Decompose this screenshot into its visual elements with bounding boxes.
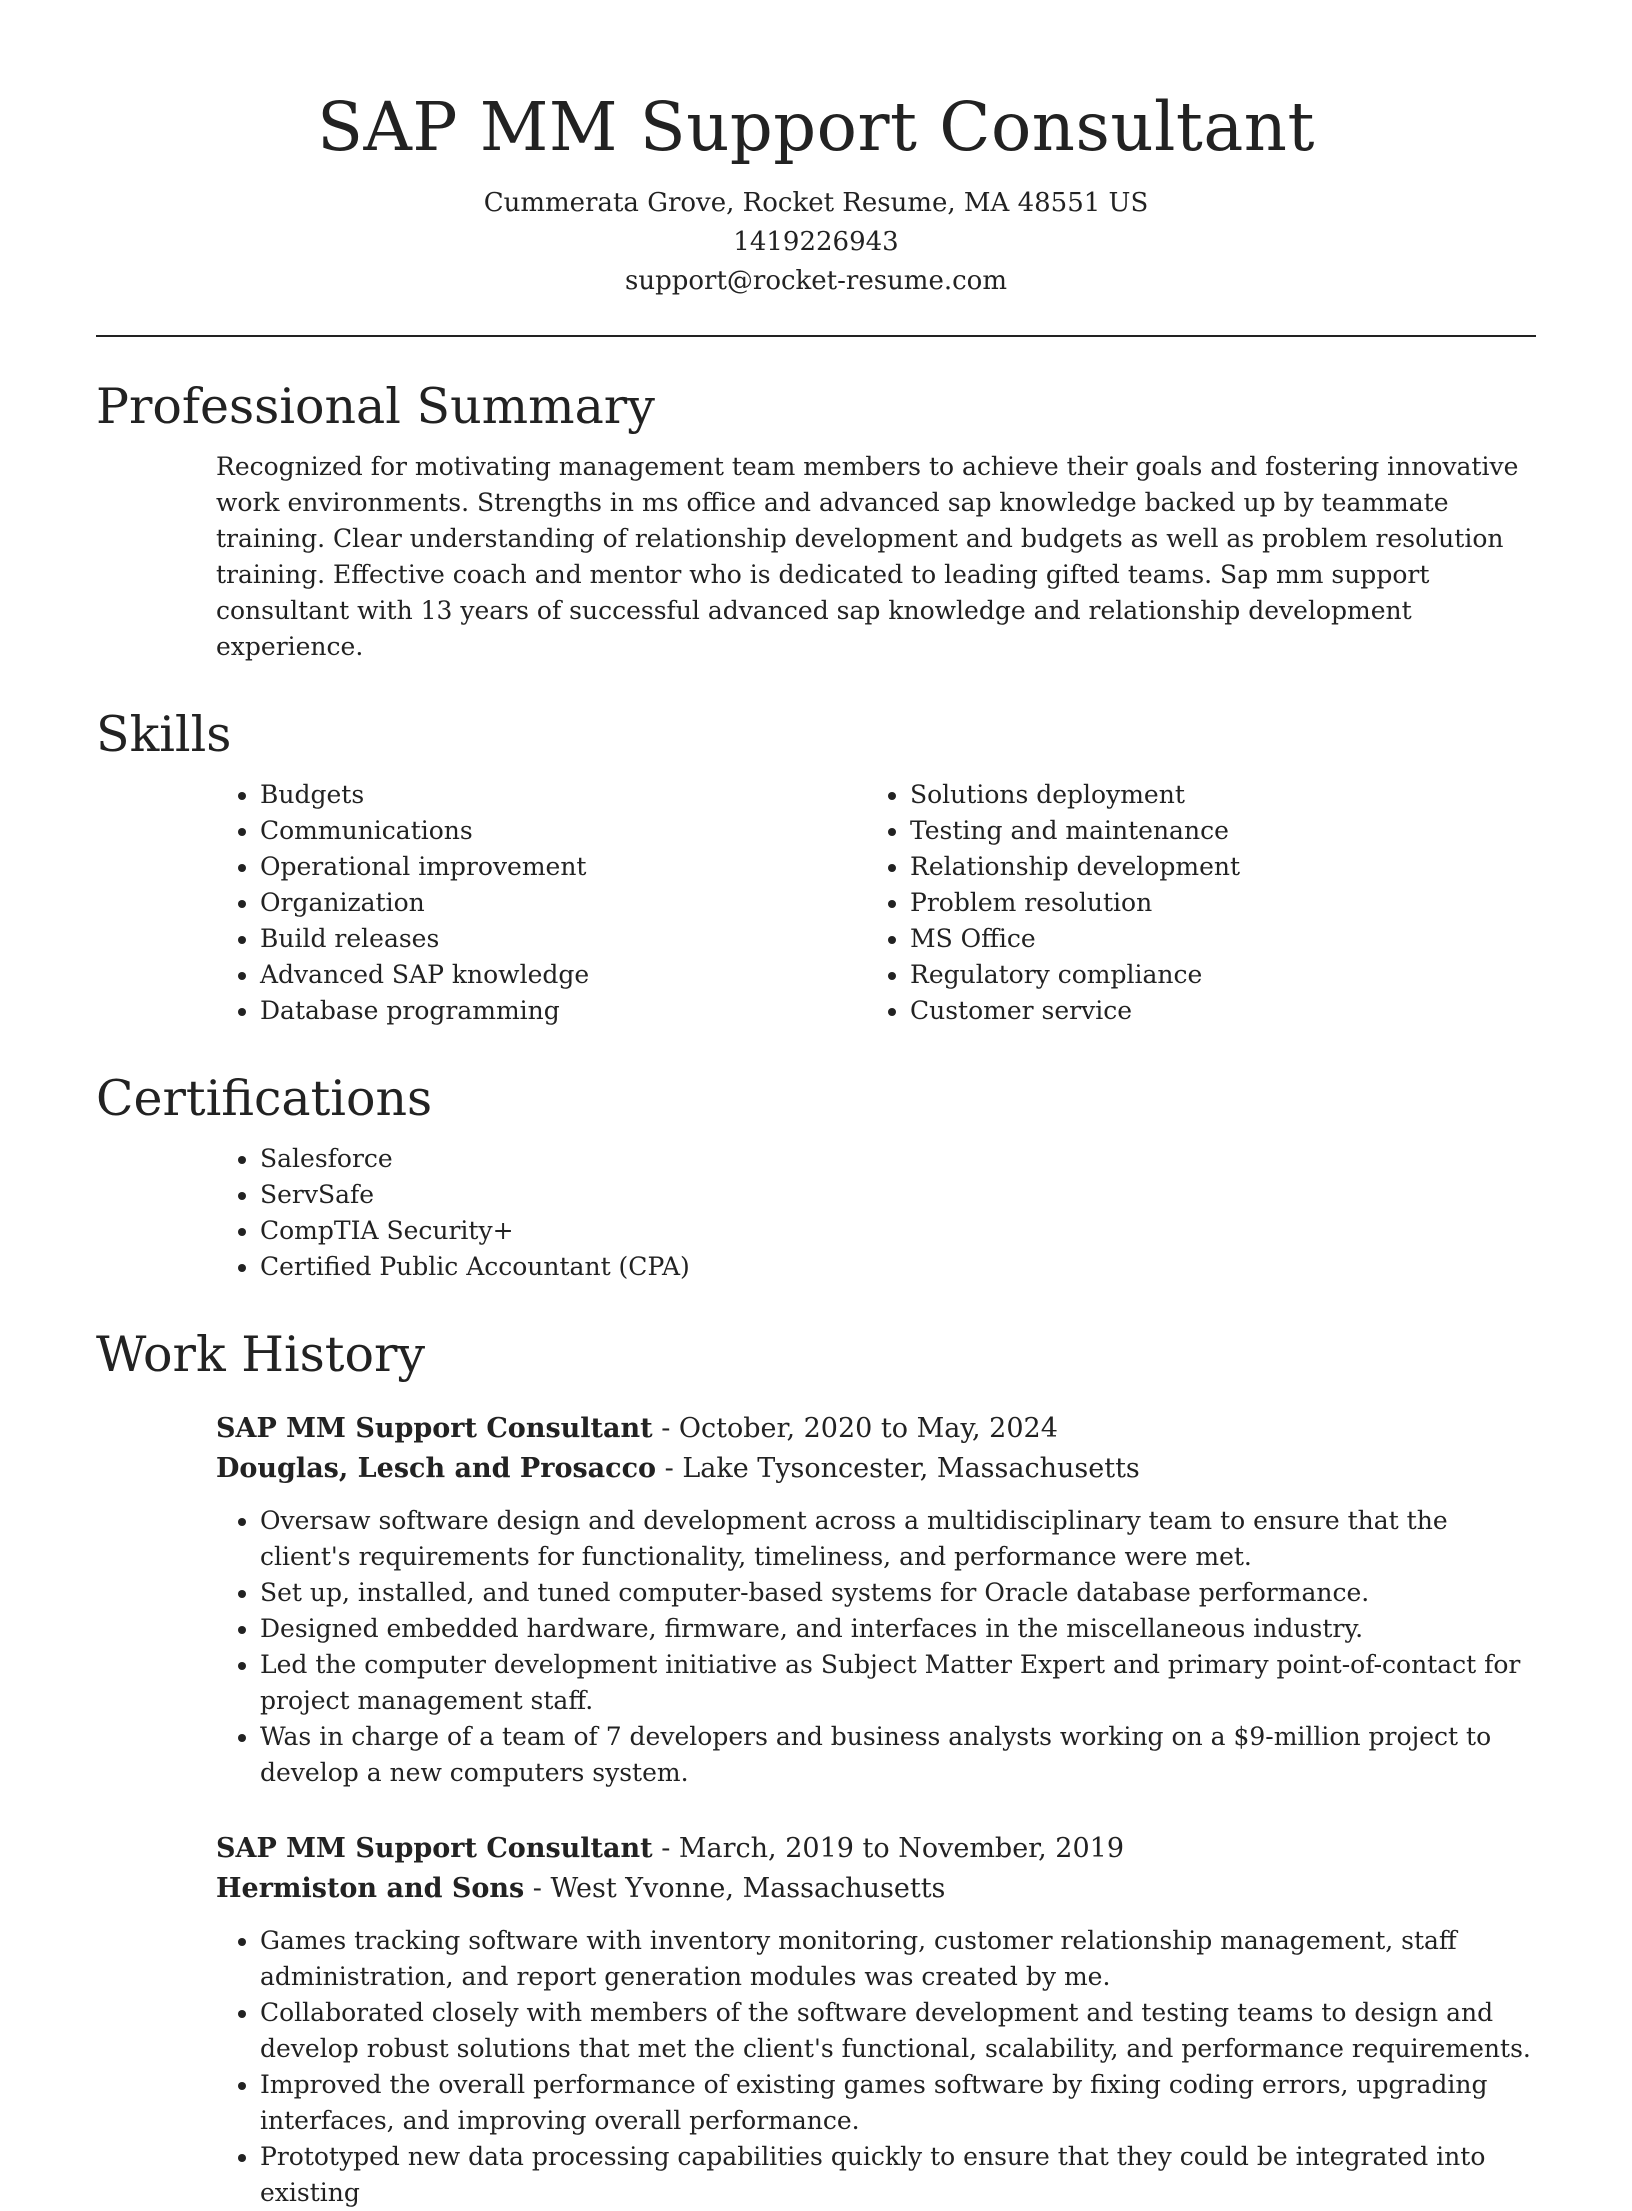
job-duty: • Improved the overall performance of existing games software by fixing coding errors, upgrading interfaces, and improving overall performance. [260, 2067, 1536, 2139]
certification-item: • Salesforce [260, 1141, 1536, 1177]
job-duty: • Prototyped new data processing capabilities quickly to ensure that they could be integrated into existing [260, 2139, 1536, 2211]
skills-right-column [866, 777, 1516, 1029]
skills-heading: Skills [96, 706, 232, 763]
job-company-line [216, 1449, 1536, 1489]
job-dates: - March, 2019 to November, 2019 [652, 1833, 1125, 1864]
candidate-name: SAP MM Support Consultant [317, 88, 1315, 166]
job-duties [216, 1503, 1536, 1791]
skill-item: • Communications [260, 813, 866, 849]
phone: 1419226943 [733, 227, 899, 257]
resume-header [96, 0, 1536, 301]
skill-item: • Database programming [260, 993, 866, 1029]
job-entry [96, 1829, 1536, 2211]
skill-item: • Organization [260, 885, 866, 921]
skill-item: • Relationship development [910, 849, 1516, 885]
job-company-line [216, 1869, 1536, 1909]
job-duty: • Oversaw software design and development across a multidisciplinary team to ensure that the client's requirements for functionality, timeliness, and performance were met. [260, 1503, 1536, 1575]
contact-info [96, 184, 1536, 301]
skill-item: • Customer service [910, 993, 1516, 1029]
email: support@rocket-resume.com [624, 266, 1007, 296]
job-location: - West Yvonne, Massachusetts [524, 1873, 946, 1904]
job-duty: • Collaborated closely with members of the software development and testing teams to design and develop robust solutions that met the client's functional, scalability, and performance requirements. [260, 1995, 1536, 2067]
work-history-heading: Work History [96, 1326, 426, 1383]
job-company: Hermiston and Sons [216, 1873, 525, 1904]
certification-item: • Certified Public Accountant (CPA) [260, 1249, 1536, 1285]
skill-item: • Problem resolution [910, 885, 1516, 921]
header-divider [96, 335, 1536, 337]
skill-item: • Operational improvement [260, 849, 866, 885]
address: Cummerata Grove, Rocket Resume, MA 48551 US [483, 188, 1149, 218]
skill-item: • Budgets [260, 777, 866, 813]
job-duties [216, 1923, 1536, 2211]
job-dates: - October, 2020 to May, 2024 [652, 1413, 1058, 1444]
skills-list [96, 777, 1536, 1029]
job-duty: • Led the computer development initiative as Subject Matter Expert and primary point-of-contact for project management staff. [260, 1647, 1536, 1719]
job-duty: • Set up, installed, and tuned computer-based systems for Oracle database performance. [260, 1575, 1536, 1611]
summary-text: Recognized for motivating management team members to achieve their goals and fostering innovative work environments. Strengths in ms office and advanced sap knowledge backed up by teammate training. Clear understanding of relationship development and budgets as well as problem resolution training. Effective coach and mentor who is dedicated to leading gifted teams. Sap mm support consultant with 13 years of successful advanced sap knowledge and relationship development experience. [216, 452, 1519, 661]
certification-item: • ServSafe [260, 1177, 1536, 1213]
job-company: Douglas, Lesch and Prosacco [216, 1453, 657, 1484]
skill-item: • Testing and maintenance [910, 813, 1516, 849]
skill-item: • Solutions deployment [910, 777, 1516, 813]
summary-heading: Professional Summary [96, 378, 655, 435]
job-role: SAP MM Support Consultant [216, 1413, 653, 1444]
skill-item: • Regulatory compliance [910, 957, 1516, 993]
job-location: - Lake Tysoncester, Massachusetts [656, 1453, 1140, 1484]
certification-item: • CompTIA Security+ [260, 1213, 1536, 1249]
certifications-heading: Certifications [96, 1070, 433, 1127]
skills-left-column [216, 777, 866, 1029]
job-title-line [216, 1829, 1536, 1869]
job-entry [96, 1409, 1536, 1791]
job-duty: • Designed embedded hardware, firmware, and interfaces in the miscellaneous industry. [260, 1611, 1536, 1647]
job-title-line [216, 1409, 1536, 1449]
skill-item: • MS Office [910, 921, 1516, 957]
certifications-list [96, 1141, 1536, 1285]
job-duty: • Was in charge of a team of 7 developers and business analysts working on a $9-million project to develop a new computers system. [260, 1719, 1536, 1791]
job-duty: • Games tracking software with inventory monitoring, customer relationship management, staff administration, and report generation modules was created by me. [260, 1923, 1536, 1995]
skill-item: • Build releases [260, 921, 866, 957]
job-role: SAP MM Support Consultant [216, 1833, 653, 1864]
skill-item: • Advanced SAP knowledge [260, 957, 866, 993]
